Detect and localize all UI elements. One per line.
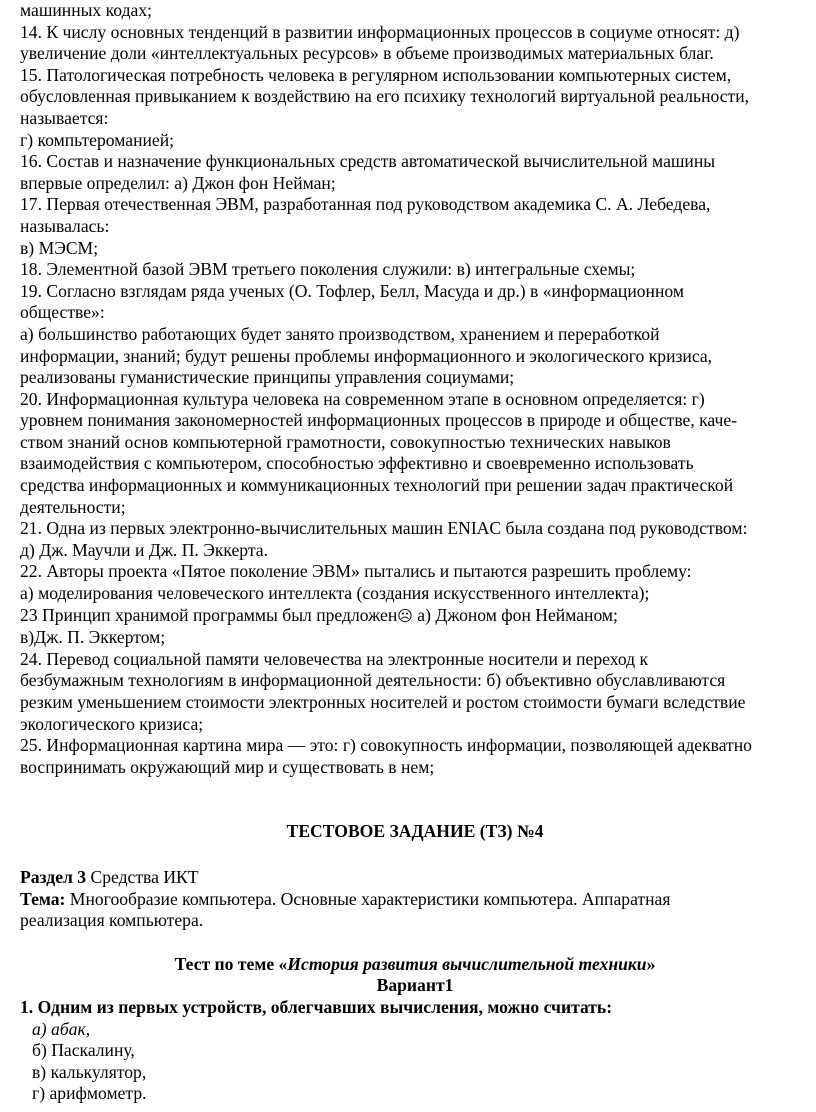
document-page [20, 0, 810, 1105]
test-task-heading: ТЕСТОВОЕ ЗАДАНИЕ (ТЗ) №4 [286, 821, 544, 842]
theme-line [20, 889, 810, 911]
text-line: д) Дж. Маучли и Дж. П. Эккерта. [20, 539, 268, 560]
text-line: 17. Первая отечественная ЭВМ, разработанная под руководством академика С. А. Лебедева, [20, 194, 711, 215]
variant-label: Вариант1 [376, 975, 454, 996]
text-line: 25. Информационная картина мира — это: г) совокупность информации, позволяющей адекватно [20, 735, 752, 756]
text-line: реализованы гуманистические принципы управления социумами; [20, 367, 515, 388]
text-line: резким уменьшением стоимости электронных носителей и ростом стоимости бумаги вследствие [20, 692, 746, 712]
text-line: 20. Информационная культура человека на современном этапе в основном определяется: г) [20, 388, 705, 409]
text-line: ством знаний основ компьютерной грамотности, совокупностью технических навыков [20, 431, 671, 452]
sad-face-icon: ☹ [397, 606, 413, 625]
text-line: 21. Одна из первых электронно-вычислительных машин ENIAC была создана под руководством: [20, 518, 748, 539]
question-23-line [20, 605, 810, 628]
text-line: 22. Авторы проекта «Пятое поколение ЭВМ» пытались и пытаются разрешить проблему: [20, 561, 692, 582]
text-line: экологического кризиса; [20, 713, 204, 734]
text-line: уровнем понимания закономерностей информационных процессов в природе и обществе, каче- [20, 410, 738, 431]
text-line: 16. Состав и назначение функциональных средств автоматической вычислительной машины [20, 151, 716, 172]
section-text: Средства ИКТ [86, 866, 199, 887]
text-line: безбумажным технологиям в информационной деятельности: б) объективно обуславливаются [20, 670, 726, 691]
text-line: 18. Элементной базой ЭВМ третьего поколения служили: в) интегральные схемы; [20, 259, 636, 280]
text-line: впервые определил: а) Джон фон Нейман; [20, 172, 336, 193]
text-line: а) моделирования человеческого интеллекта (создания искусственного интеллекта); [20, 583, 650, 604]
answers-block-top [20, 0, 810, 605]
text-line: обществе»: [20, 302, 105, 323]
answer-option: г) арифмометр. [32, 1083, 147, 1104]
text-line: в) МЭСМ; [20, 237, 99, 258]
theme-line-continued: реализация компьютера. [20, 910, 204, 931]
theme-text: Многообразие компьютера. Основные характеристики компьютера. Аппаратная [65, 888, 671, 909]
text-line: средства информационных и коммуникационных технологий при решении задач практической [20, 475, 734, 496]
text-line: 15. Патологическая потребность человека в регулярном использовании компьютерных систем, [20, 64, 732, 85]
test-title-suffix: » [646, 953, 656, 974]
text-line: в)Дж. П. Эккертом; [20, 627, 166, 648]
theme-label: Тема: [20, 888, 66, 909]
question-1-options [20, 1019, 810, 1105]
text-line: информации, знаний; будут решены проблемы информационного и экологического кризиса, [20, 345, 713, 366]
answer-option: а) абак, [32, 1018, 91, 1039]
question-23-answer: а) Джоном фон Нейманом; [412, 604, 618, 625]
answers-block-bottom [20, 627, 810, 778]
text-line: взаимодействия с компьютером, способностью эффективно и своевременно использовать [20, 453, 694, 474]
answer-option: в) калькулятор, [32, 1061, 147, 1082]
text-line: обусловленная привыканием к воздействию на его психику технологий виртуальной реальности, [20, 86, 750, 107]
text-line: увеличение доли «интеллектуальных ресурсов» в объеме производимых материальных благ. [20, 43, 714, 64]
test-title [20, 954, 810, 976]
section-line [20, 867, 810, 889]
text-line: деятельности; [20, 496, 126, 517]
answer-option: б) Паскалину, [32, 1040, 135, 1061]
text-line: а) большинство работающих будет занято производством, хранением и переработкой [20, 323, 660, 344]
text-line: машинных кодах; [20, 0, 153, 20]
test-title-prefix: Тест по теме « [174, 953, 288, 974]
question-1: 1. Одним из первых устройств, облегчавших вычисления, можно считать: [20, 996, 613, 1017]
text-line: 14. К числу основных тенденций в развитии информационных процессов в социуме относят: д) [20, 21, 740, 42]
text-line: воспринимать окружающий мир и существовать в нем; [20, 756, 435, 777]
text-line: 19. Согласно взглядам ряда ученых (О. Тофлер, Белл, Масуда и др.) в «информационном [20, 280, 684, 301]
text-line: называется: [20, 107, 109, 128]
section-label: Раздел 3 [20, 866, 87, 887]
test-title-topic: История развития вычислительной техники [287, 953, 647, 974]
text-line: 24. Перевод социальной памяти человечества на электронные носители и переход к [20, 648, 649, 669]
question-23-text: 23 Принцип хранимой программы был предложен [20, 604, 398, 625]
text-line: называлась: [20, 215, 110, 236]
text-line: г) компьтероманией; [20, 129, 175, 150]
